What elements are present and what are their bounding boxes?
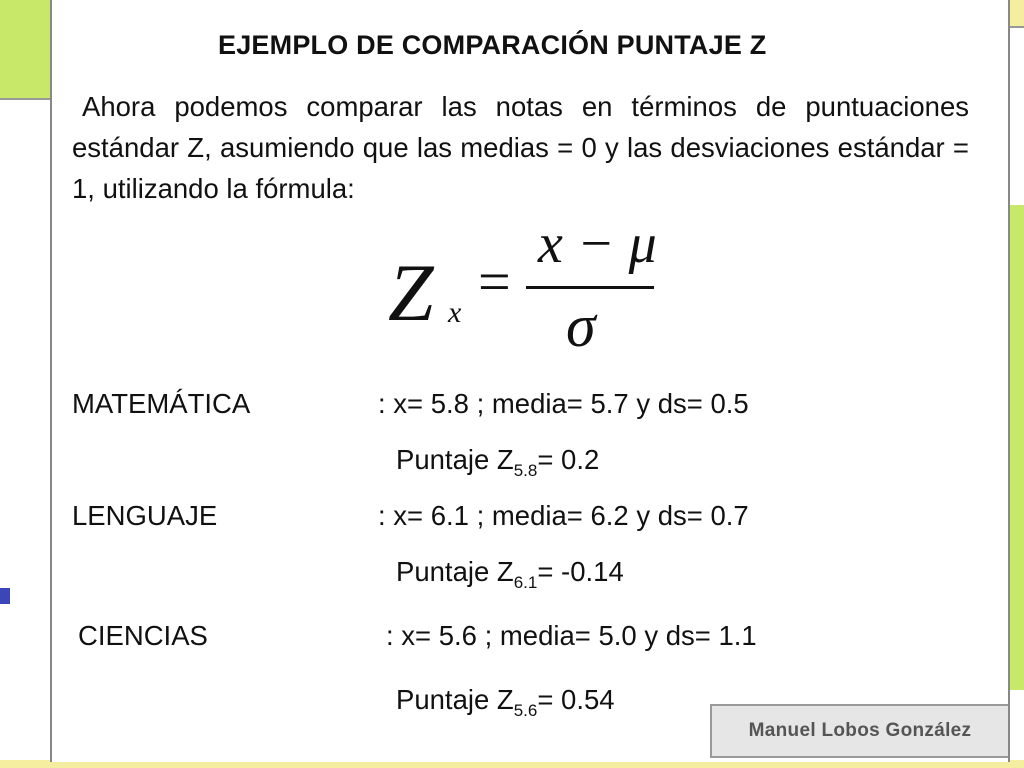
author-footer: Manuel Lobos González: [710, 704, 1008, 758]
z-result-subscript: 6.1: [513, 573, 538, 592]
formula-denominator: σ: [566, 293, 596, 359]
intro-paragraph: Ahora podemos comparar las notas en términos de puntuaciones estándar Z, asumiendo que las medias = 0 y las desviaciones estándar = 1, utilizando la fórmula:: [72, 91, 969, 204]
z-result-prefix: Puntaje Z: [396, 444, 514, 475]
formula-equals: =: [478, 249, 511, 314]
z-result-prefix: Puntaje Z: [396, 556, 514, 587]
formula-numerator: x − μ: [538, 213, 657, 275]
z-result-value: = -0.14: [537, 556, 624, 587]
z-result-prefix: Puntaje Z: [396, 684, 514, 715]
deco-green-block-right: [1008, 205, 1024, 690]
z-result-subscript: 5.6: [513, 701, 538, 720]
formula-z: Z: [388, 247, 434, 338]
slide-title: EJEMPLO DE COMPARACIÓN PUNTAJE Z: [218, 30, 767, 60]
subject-values-lenguaje: : x= 6.1 ; media= 6.2 y ds= 0.7: [378, 500, 749, 531]
z-score-formula: [388, 213, 668, 368]
z-result-subscript: 5.8: [513, 461, 538, 480]
formula-subscript: x: [448, 296, 462, 329]
z-result-matematica: [396, 444, 600, 480]
deco-blue-block-left: [0, 588, 10, 604]
z-result-ciencias: [396, 684, 615, 720]
z-result-value: = 0.54: [537, 684, 615, 715]
subject-name-ciencias: CIENCIAS: [78, 620, 208, 651]
z-result-value: = 0.2: [537, 444, 600, 475]
z-result-lenguaje: [396, 556, 624, 592]
subject-values-ciencias: : x= 5.6 ; media= 5.0 y ds= 1.1: [386, 620, 757, 651]
subject-values-matematica: : x= 5.8 ; media= 5.7 y ds= 0.5: [378, 388, 749, 419]
subject-name-matematica: MATEMÁTICA: [72, 388, 251, 419]
formula-fraction-bar: [526, 286, 654, 289]
subject-name-lenguaje: LENGUAJE: [72, 500, 218, 531]
